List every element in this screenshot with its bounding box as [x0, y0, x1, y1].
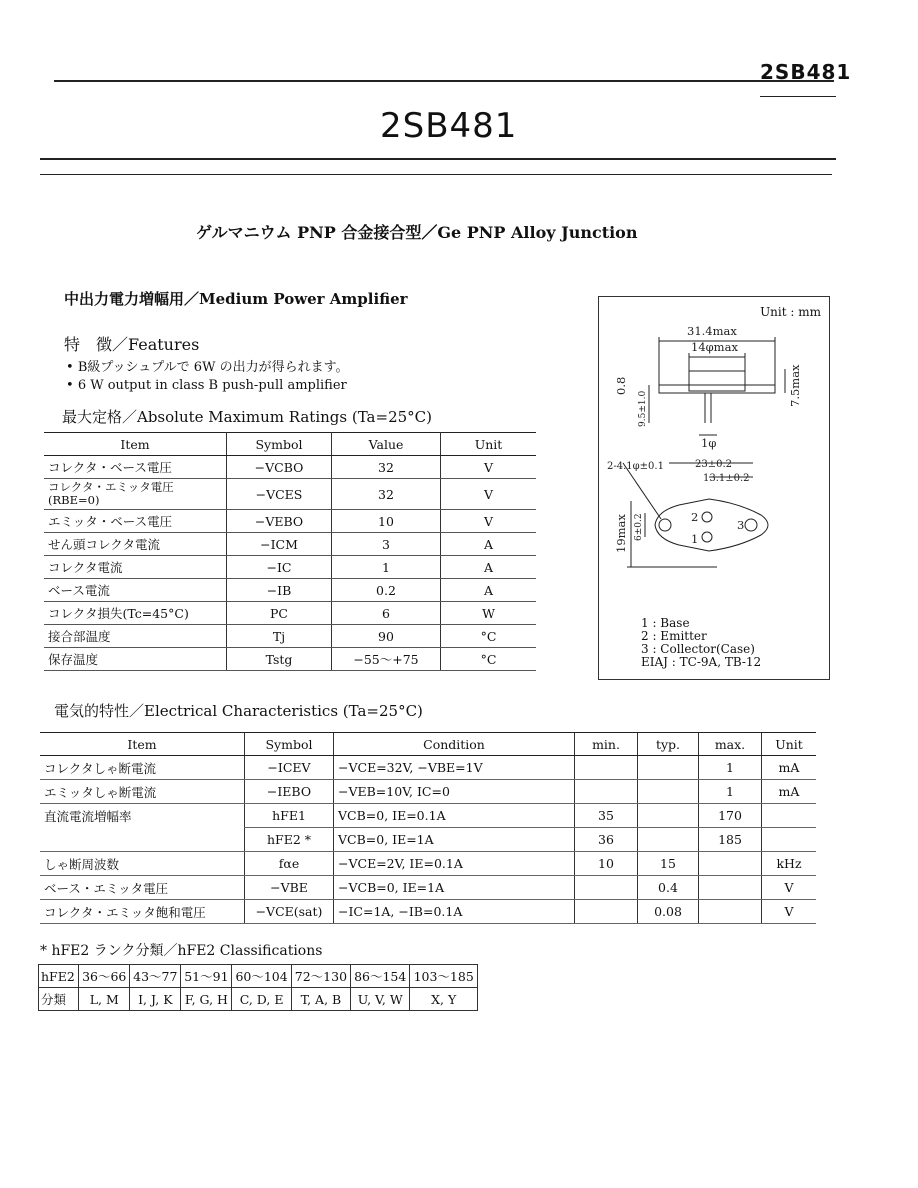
cell-typ: 0.4	[638, 876, 699, 900]
range-cell: 60～104	[232, 965, 291, 988]
page-title: 2SB481	[380, 106, 518, 146]
cell-unit: A	[441, 556, 537, 579]
cell-symbol: hFE1	[245, 804, 334, 828]
application: 中出力電力増幅用／Medium Power Amplifier	[64, 290, 408, 308]
cell-unit: V	[441, 456, 537, 479]
table-row	[44, 602, 536, 625]
cell-item: コレクタ電流	[44, 556, 227, 579]
bullet-icon: •	[66, 360, 74, 375]
table-row	[39, 965, 478, 988]
table-row	[39, 988, 478, 1011]
dim-label: 7.5max	[788, 364, 802, 407]
cell-min	[575, 756, 638, 780]
legend-line: 3 : Collector(Case)	[641, 642, 755, 656]
classification-table	[38, 964, 478, 1011]
table-row	[44, 479, 536, 510]
range-cell: 72～130	[291, 965, 350, 988]
table-row	[44, 579, 536, 602]
table-header-row	[44, 433, 536, 456]
cell-symbol: −IEBO	[245, 780, 334, 804]
rank-cell: I, J, K	[130, 988, 181, 1011]
cell-item: せん頭コレクタ電流	[44, 533, 227, 556]
cell-symbol: hFE2 *	[245, 828, 334, 852]
dim-label: 1φ	[701, 436, 717, 450]
cell-min: 36	[575, 828, 638, 852]
rank-cell: F, G, H	[181, 988, 232, 1011]
package-drawing	[599, 297, 829, 607]
cell-max: 185	[699, 828, 762, 852]
cell-item: 保存温度	[44, 648, 227, 671]
cell-min	[575, 876, 638, 900]
feature-text: 6 W output in class B push-pull amplifier	[77, 378, 347, 393]
cell-unit: mA	[762, 780, 817, 804]
table-row	[44, 556, 536, 579]
cell-symbol: Tj	[227, 625, 332, 648]
col-min: min.	[575, 733, 638, 756]
legend-line: EIAJ : TC-9A, TB-12	[641, 655, 762, 669]
cell-symbol: −VBE	[245, 876, 334, 900]
cell-min	[575, 780, 638, 804]
cell-symbol: −ICEV	[245, 756, 334, 780]
cell-typ	[638, 804, 699, 828]
range-cell: 86～154	[351, 965, 410, 988]
cell-condition: −VCE=32V, −VBE=1V	[334, 756, 575, 780]
table-row	[40, 852, 816, 876]
cell-symbol: −VCE(sat)	[245, 900, 334, 924]
cell-unit	[762, 828, 817, 852]
cell-item: エミッタしゃ断電流	[40, 780, 245, 804]
cell-value: 3	[332, 533, 441, 556]
pin-label: 2	[691, 510, 699, 524]
rank-cell: T, A, B	[291, 988, 350, 1011]
table-header-row	[40, 733, 816, 756]
table-row	[44, 510, 536, 533]
rank-cell: X, Y	[410, 988, 478, 1011]
range-cell: 51～91	[181, 965, 232, 988]
cell-symbol: −ICM	[227, 533, 332, 556]
package-outline-box	[598, 296, 830, 680]
dim-label: 9.5±1.0	[638, 390, 648, 427]
dim-label: 13.1±0.2	[703, 473, 750, 484]
cell-unit: A	[441, 533, 537, 556]
cell-unit: V	[762, 876, 817, 900]
col-value: Value	[332, 433, 441, 456]
cell-symbol: −VCES	[227, 479, 332, 510]
part-number-corner: 2SB481	[760, 60, 852, 84]
cell-symbol: −VCBO	[227, 456, 332, 479]
col-item: Item	[40, 733, 245, 756]
cell-condition: −IC=1A, −IB=0.1A	[334, 900, 575, 924]
dim-label: 2-4.1φ±0.1	[607, 461, 664, 472]
cell-unit: V	[441, 510, 537, 533]
cell-item	[40, 828, 245, 852]
cell-typ: 15	[638, 852, 699, 876]
cell-symbol: −VEBO	[227, 510, 332, 533]
cell-typ	[638, 828, 699, 852]
cell-typ: 0.08	[638, 900, 699, 924]
pin-legend	[641, 617, 761, 669]
cell-min	[575, 900, 638, 924]
cell-unit: mA	[762, 756, 817, 780]
pin-label: 3	[737, 518, 745, 532]
cell-item: コレクタ損失(Tc=45°C)	[44, 602, 227, 625]
cell-value: −55～+75	[332, 648, 441, 671]
table-row	[44, 456, 536, 479]
table-row	[44, 625, 536, 648]
cell-max	[699, 876, 762, 900]
table-row	[40, 780, 816, 804]
cell-value: 6	[332, 602, 441, 625]
cell-unit: V	[762, 900, 817, 924]
cell-symbol: −IC	[227, 556, 332, 579]
cell-item: エミッタ・ベース電圧	[44, 510, 227, 533]
title-rule	[40, 158, 836, 160]
pin-label: 1	[691, 532, 699, 546]
cell-typ	[638, 756, 699, 780]
cell-unit: °C	[441, 648, 537, 671]
cell-item: コレクタ・ベース電圧	[44, 456, 227, 479]
cell-item: コレクタ・エミッタ飽和電圧	[40, 900, 245, 924]
cell-condition: VCB=0, IE=0.1A	[334, 804, 575, 828]
dim-label: 31.4max	[687, 324, 737, 338]
cell-condition: −VCE=2V, IE=0.1A	[334, 852, 575, 876]
cell-typ	[638, 780, 699, 804]
rank-cell: U, V, W	[351, 988, 410, 1011]
cell-max: 1	[699, 756, 762, 780]
dim-label: 19max	[614, 514, 628, 553]
cell-symbol: Tstg	[227, 648, 332, 671]
cell-max	[699, 852, 762, 876]
cell-condition: VCB=0, IE=1A	[334, 828, 575, 852]
table-row	[40, 828, 816, 852]
cell-item: コレクタ・エミッタ電圧 (RBE=0)	[44, 479, 227, 510]
header-rule-top	[54, 80, 834, 82]
cell-value: 0.2	[332, 579, 441, 602]
cell-item: コレクタしゃ断電流	[40, 756, 245, 780]
col-symbol: Symbol	[227, 433, 332, 456]
col-typ: typ.	[638, 733, 699, 756]
rank-cell: L, M	[79, 988, 130, 1011]
cell-unit: kHz	[762, 852, 817, 876]
table-row	[40, 756, 816, 780]
cell-value: 32	[332, 456, 441, 479]
row-label: 分類	[39, 988, 79, 1011]
title-rule-2	[40, 174, 832, 175]
cell-unit: °C	[441, 625, 537, 648]
legend-line: 1 : Base	[641, 616, 690, 630]
cell-item: ベース・エミッタ電圧	[40, 876, 245, 900]
features-heading: 特 徴／Features	[64, 335, 200, 354]
table-row	[40, 804, 816, 828]
package-unit-label: Unit : mm	[760, 305, 821, 319]
abs-max-heading: 最大定格／Absolute Maximum Ratings (Ta=25°C)	[62, 408, 432, 426]
cell-symbol: −IB	[227, 579, 332, 602]
col-symbol: Symbol	[245, 733, 334, 756]
cell-symbol: fαe	[245, 852, 334, 876]
cell-unit: V	[441, 479, 537, 510]
table-row	[44, 648, 536, 671]
cell-max	[699, 900, 762, 924]
cell-min: 35	[575, 804, 638, 828]
col-unit: Unit	[441, 433, 537, 456]
cell-item: しゃ断周波数	[40, 852, 245, 876]
cell-value: 1	[332, 556, 441, 579]
header-rule-right	[760, 96, 836, 97]
cell-max: 1	[699, 780, 762, 804]
dim-label: 23±0.2	[695, 459, 733, 470]
cell-item: 接合部温度	[44, 625, 227, 648]
range-cell: 43～77	[130, 965, 181, 988]
cell-symbol: PC	[227, 602, 332, 625]
table-row	[40, 876, 816, 900]
rank-cell: C, D, E	[232, 988, 291, 1011]
cell-item: ベース電流	[44, 579, 227, 602]
feature-text: B級プッシュプルで 6W の出力が得られます。	[77, 360, 349, 375]
cell-unit	[762, 804, 817, 828]
cell-condition: −VCB=0, IE=1A	[334, 876, 575, 900]
col-condition: Condition	[334, 733, 575, 756]
subtitle: ゲルマニウム PNP 合金接合型／Ge PNP Alloy Junction	[196, 223, 638, 242]
col-unit: Unit	[762, 733, 817, 756]
cell-value: 90	[332, 625, 441, 648]
col-max: max.	[699, 733, 762, 756]
elec-heading: 電気的特性／Electrical Characteristics (Ta=25°C)	[54, 702, 423, 720]
bullet-icon: •	[66, 378, 74, 393]
cell-unit: A	[441, 579, 537, 602]
range-cell: 103～185	[410, 965, 478, 988]
dim-label: 6±0.2	[634, 513, 644, 541]
feature-item-en	[66, 378, 347, 393]
dim-label: 0.8	[614, 376, 628, 395]
elec-table	[40, 732, 816, 924]
range-cell: 36～66	[79, 965, 130, 988]
dim-label: 14φmax	[691, 340, 738, 354]
table-row	[44, 533, 536, 556]
cell-min: 10	[575, 852, 638, 876]
classification-heading: * hFE2 ランク分類／hFE2 Classifications	[40, 943, 323, 959]
legend-line: 2 : Emitter	[641, 629, 707, 643]
cell-condition: −VEB=10V, IC=0	[334, 780, 575, 804]
cell-value: 32	[332, 479, 441, 510]
abs-max-table	[44, 432, 536, 671]
row-label: hFE2	[39, 965, 79, 988]
feature-item-jp	[66, 356, 349, 375]
cell-value: 10	[332, 510, 441, 533]
cell-item: 直流電流増幅率	[44, 808, 132, 824]
col-item: Item	[44, 433, 227, 456]
cell-unit: W	[441, 602, 537, 625]
cell-max: 170	[699, 804, 762, 828]
table-row	[40, 900, 816, 924]
